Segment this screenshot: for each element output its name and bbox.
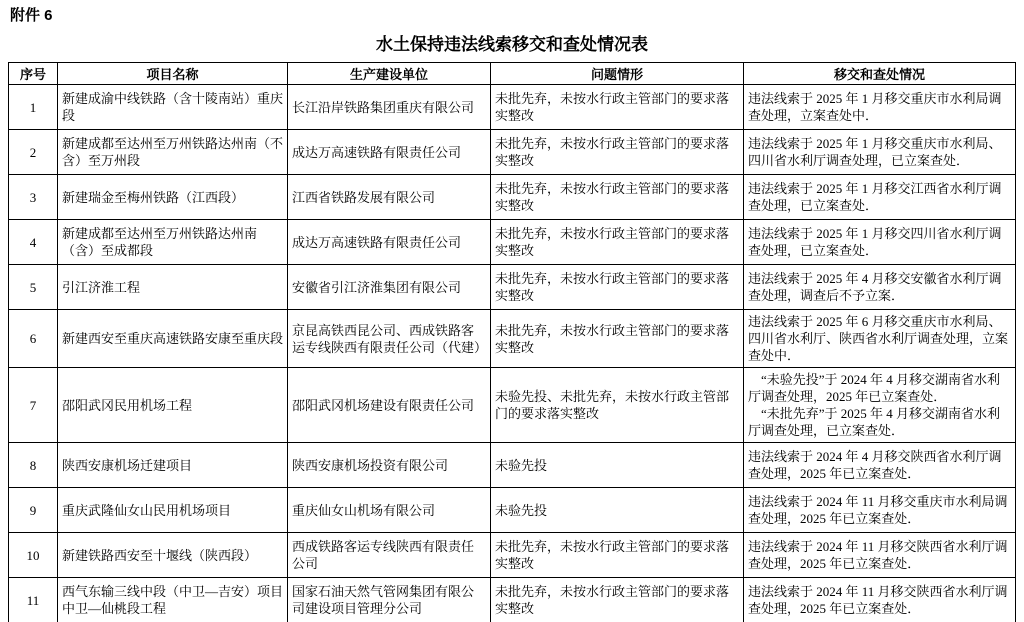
attachment-label: 附件 6 [10,7,53,24]
cell-issue: 未批先弃，未按水行政主管部门的要求落实整改 [491,175,744,220]
handling-paragraph: 违法线索于 2025 年 1 月移交四川省水利厅调查处理，已立案查处． [748,226,1002,258]
table-header-row [9,63,1016,85]
cell-issue: 未验先投 [491,443,744,488]
table-row [9,310,1016,368]
handling-paragraph: 违法线索于 2024 年 11 月移交重庆市水利局调查处理，2025 年已立案查处． [748,494,1008,526]
cell-project: 新建成渝中线铁路（含十陵南站）重庆段 [58,85,288,130]
cell-handling [744,310,1016,368]
cell-handling [744,488,1016,533]
cell-project: 邵阳武冈民用机场工程 [58,368,288,443]
cell-issue: 未批先弃，未按水行政主管部门的要求落实整改 [491,85,744,130]
cell-unit: 西成铁路客运专线陕西有限责任公司 [288,533,491,578]
cell-no: 8 [9,443,58,488]
cell-no: 6 [9,310,58,368]
page-title: 水土保持违法线索移交和查处情况表 [376,35,648,54]
table-row [9,130,1016,175]
cell-unit: 陕西安康机场投资有限公司 [288,443,491,488]
table-row [9,265,1016,310]
cell-project: 新建成都至达州至万州铁路达州南（含）至成都段 [58,220,288,265]
table-row [9,533,1016,578]
col-header-issue: 问题情形 [491,63,744,85]
table-row [9,220,1016,265]
cell-no: 2 [9,130,58,175]
cell-handling [744,220,1016,265]
cell-unit: 国家石油天然气管网集团有限公司建设项目管理分公司 [288,578,491,622]
cell-unit: 江西省铁路发展有限公司 [288,175,491,220]
cell-project: 新建成都至达州至万州铁路达州南（不含）至万州段 [58,130,288,175]
cell-project: 新建瑞金至梅州铁路（江西段） [58,175,288,220]
cell-no: 4 [9,220,58,265]
cell-project: 重庆武隆仙女山民用机场项目 [58,488,288,533]
col-header-unit: 生产建设单位 [288,63,491,85]
cell-issue: 未验先投、未批先弃，未按水行政主管部门的要求落实整改 [491,368,744,443]
cell-project: 陕西安康机场迁建项目 [58,443,288,488]
cell-unit: 成达万高速铁路有限责任公司 [288,130,491,175]
cell-issue: 未批先弃，未按水行政主管部门的要求落实整改 [491,578,744,622]
table-row [9,368,1016,443]
cell-unit: 京昆高铁西昆公司、西成铁路客运专线陕西有限责任公司（代建） [288,310,491,368]
handling-paragraph: 违法线索于 2025 年 1 月移交重庆市水利局调查处理，立案查处中． [748,91,1002,123]
handling-paragraph: 违法线索于 2025 年 6 月移交重庆市水利局、四川省水利厅、陕西省水利厅调查处理，立案查处中． [748,314,1009,363]
col-header-project: 项目名称 [58,63,288,85]
cell-issue: 未批先弃，未按水行政主管部门的要求落实整改 [491,130,744,175]
cell-unit: 安徽省引江济淮集团有限公司 [288,265,491,310]
table-row [9,488,1016,533]
cell-no: 5 [9,265,58,310]
handling-paragraph: 违法线索于 2024 年 4 月移交陕西省水利厅调查处理，2025 年已立案查处． [748,449,1002,481]
cell-no: 1 [9,85,58,130]
cell-unit: 成达万高速铁路有限责任公司 [288,220,491,265]
handling-paragraph: 违法线索于 2024 年 11 月移交陕西省水利厅调查处理，2025 年已立案查处． [748,539,1008,571]
table-row [9,85,1016,130]
cell-handling [744,130,1016,175]
cell-unit: 邵阳武冈机场建设有限责任公司 [288,368,491,443]
handling-paragraph: 违法线索于 2025 年 1 月移交重庆市水利局、四川省水利厅调查处理，已立案查处． [748,136,1002,168]
col-header-handling: 移交和查处情况 [744,63,1016,85]
cell-handling [744,265,1016,310]
violation-table [8,62,1016,622]
cell-no: 10 [9,533,58,578]
cell-handling [744,368,1016,443]
cell-issue: 未批先弃，未按水行政主管部门的要求落实整改 [491,220,744,265]
cell-no: 7 [9,368,58,443]
cell-no: 9 [9,488,58,533]
cell-project: 西气东输三线中段（中卫—吉安）项目中卫—仙桃段工程 [58,578,288,622]
table-row [9,443,1016,488]
handling-paragraph: “未验先投”于 2024 年 4 月移交湖南省水利厅调查处理，2025 年已立案查处． [748,372,1001,404]
handling-paragraph: 违法线索于 2025 年 4 月移交安徽省水利厅调查处理，调查后不予立案． [748,271,1002,303]
cell-no: 3 [9,175,58,220]
cell-handling [744,175,1016,220]
cell-handling [744,578,1016,622]
cell-handling [744,533,1016,578]
handling-paragraph: 违法线索于 2025 年 1 月移交江西省水利厅调查处理，已立案查处． [748,181,1002,213]
cell-issue: 未批先弃，未按水行政主管部门的要求落实整改 [491,265,744,310]
col-header-no: 序号 [9,63,58,85]
cell-issue: 未批先弃，未按水行政主管部门的要求落实整改 [491,310,744,368]
cell-issue: 未验先投 [491,488,744,533]
table-row [9,175,1016,220]
cell-handling [744,85,1016,130]
handling-paragraph: “未批先弃”于 2025 年 4 月移交湖南省水利厅调查处理，已立案查处． [748,406,1001,438]
cell-handling [744,443,1016,488]
handling-paragraph: 违法线索于 2024 年 11 月移交陕西省水利厅调查处理，2025 年已立案查处． [748,584,1008,616]
cell-unit: 重庆仙女山机场有限公司 [288,488,491,533]
cell-project: 引江济淮工程 [58,265,288,310]
table-row [9,578,1016,622]
cell-issue: 未批先弃，未按水行政主管部门的要求落实整改 [491,533,744,578]
cell-unit: 长江沿岸铁路集团重庆有限公司 [288,85,491,130]
cell-no: 11 [9,578,58,622]
cell-project: 新建铁路西安至十堰线（陕西段） [58,533,288,578]
cell-project: 新建西安至重庆高速铁路安康至重庆段 [58,310,288,368]
